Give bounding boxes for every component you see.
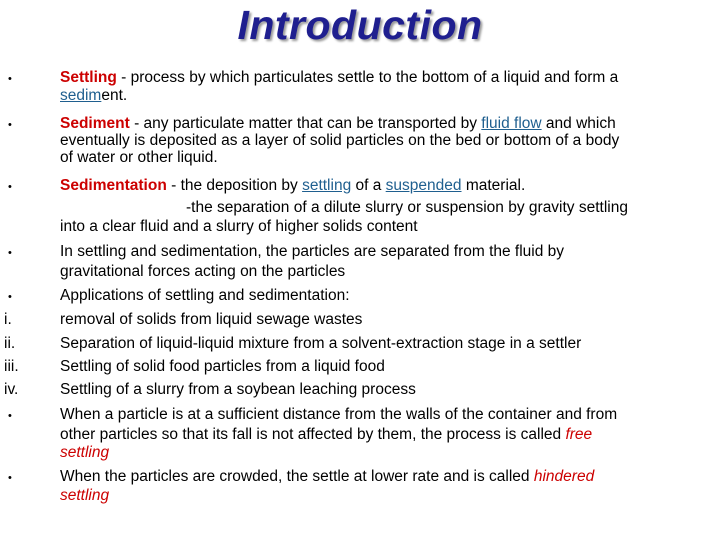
link-sediment[interactable]: sedim (60, 87, 102, 104)
term-free: free (565, 426, 593, 443)
separation-line-2: gravitational forces acting on the particles (60, 263, 346, 280)
link-settling[interactable]: settling (302, 177, 352, 194)
hindered-settling-line-2 (60, 487, 710, 504)
term-hindered: hindered (533, 468, 595, 485)
free-settling-line-2: other particles so that its fall is not affected by them, the process is called free (60, 426, 593, 443)
term-sedimentation: Sedimentation (60, 177, 167, 194)
term-free-settling: settling (60, 444, 110, 461)
free-settling-line-3 (60, 444, 710, 461)
bullet: • (8, 291, 12, 303)
bullet: • (8, 119, 12, 131)
sediment-line-3: of water or other liquid. (60, 149, 218, 166)
link-suspended[interactable]: suspended (385, 177, 462, 194)
term-hindered-settling: settling (60, 487, 110, 504)
settling-continuation: sediment. (60, 87, 128, 104)
link-fluid-flow[interactable]: fluid flow (481, 115, 542, 132)
sedimentation-definition-2-cont: into a clear fluid and a slurry of higher solids content (60, 218, 418, 235)
bullet: • (8, 472, 12, 484)
bullet: • (8, 410, 12, 422)
bullet: • (8, 73, 12, 85)
term-settling: Settling (60, 69, 117, 86)
bullet: • (8, 247, 12, 259)
bullet: • (8, 181, 12, 193)
sediment-line-2: eventually is deposited as a layer of solid particles on the bed or bottom of a body (60, 132, 620, 149)
term-sediment: Sediment (60, 115, 130, 132)
page-title: Introduction (237, 2, 483, 48)
